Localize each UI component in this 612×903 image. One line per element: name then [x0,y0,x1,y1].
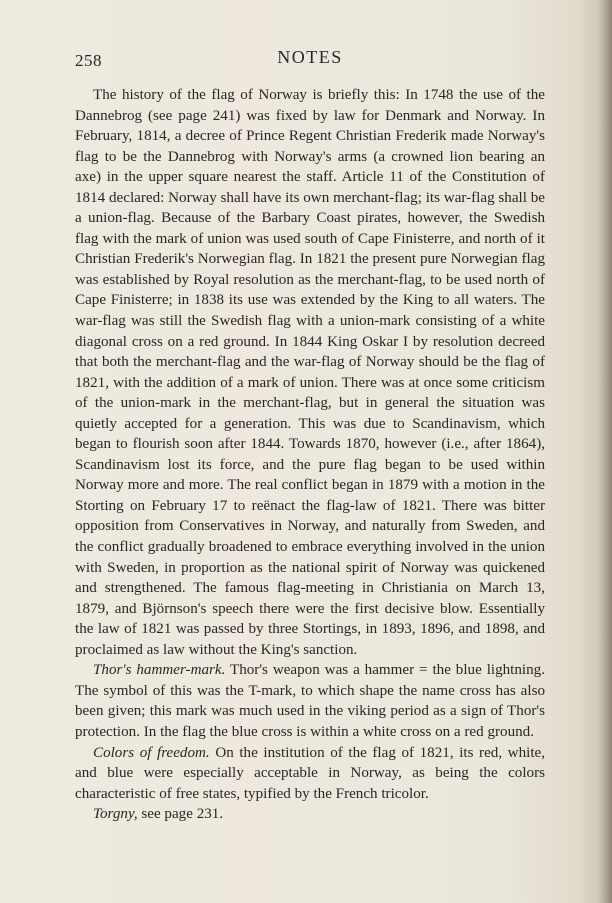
paragraph-text: On the institution of the flag of 1821, its red, white, and blue were especially acceptable in Norway, as being the colors characteristic of free states, typified by the French tricolor. [75,744,545,802]
paragraph-text: Thor's weapon was a hammer = the blue lightning. The symbol of this was the T-mark, to which shape the name cross has also been given; this mark was much used in the viking period as a sign of Thor's protection. In the flag the blue cross is within a white cross on a red ground. [75,662,545,740]
note-term: Colors of freedom. [93,744,210,761]
paragraph-text: see page 231. [137,806,224,823]
notes-body [75,85,545,825]
page-header [75,47,545,73]
paragraph-flag-history [75,85,545,660]
paragraph-thors-hammer [75,660,545,742]
page-edge-shadow [598,0,612,903]
paragraph-text: The history of the flag of Norway is briefly this: In 1748 the use of the Dannebrog (see page 241) was fixed by law for Denmark and Norway. In February, 1814, a decree of Prince Regent Christian Frederik made Norway's flag to be the Dannebrog with Norway's arms (a crowned lion bearing an axe) in the upper square nearest the staff. Article 11 of the Constitution of 1814 declared: Norway shall have its own merchant-flag; its war-flag shall be a union-flag. Because of the Barbary Coast pirates, however, the Swedish flag with the mark of union was used south of Cape Finisterre, and north of it Christian Frederik's Norwegian flag. In 1821 the present pure Norwegian flag was established by Royal resolution as the merchant-flag, to be used north of Cape Finisterre; in 1838 its use was extended by the King to all waters. The war-flag was still the Swedish flag with a union-mark consisting of a white diagonal cross on a red ground. In 1844 King Oskar I by resolution decreed that both the merchant-flag and the war-flag of Norway should be the flag of 1821, with the addition of a mark of union. There was at once some criticism of the union-mark in the merchant-flag, but in general the situation was quietly accepted for a generation. This was due to Scandinavism, which began to flourish soon after 1844. Towards 1870, however (i.e., after 1864), Scandinavism lost its force, and the pure flag began to be used within Norway more and more. The real conflict began in 1879 with a motion in the Storting on February 17 to reënact the flag-law of 1821. There was bitter opposition from Conservatives in Norway, and naturally from Sweden, and the conflict gradually broadened to embrace everything involved in the union with Sweden, in proportion as the national spirit of Norway was quickened and strengthened. The famous flag-meeting in Christiania on March 13, 1879, and Björnson's speech there were the first decisive blow. Essentially the law of 1821 was passed by three Stortings, in 1893, 1896, and 1898, and proclaimed as law without the King's sanction. [75,87,545,658]
page-number: 258 [75,51,102,70]
note-term: Thor's hammer-mark. [93,662,226,679]
paragraph-colors-of-freedom [75,743,545,805]
paragraph-torgny [75,804,545,825]
running-head: NOTES [277,47,343,67]
note-term: Torgny, [93,806,138,823]
